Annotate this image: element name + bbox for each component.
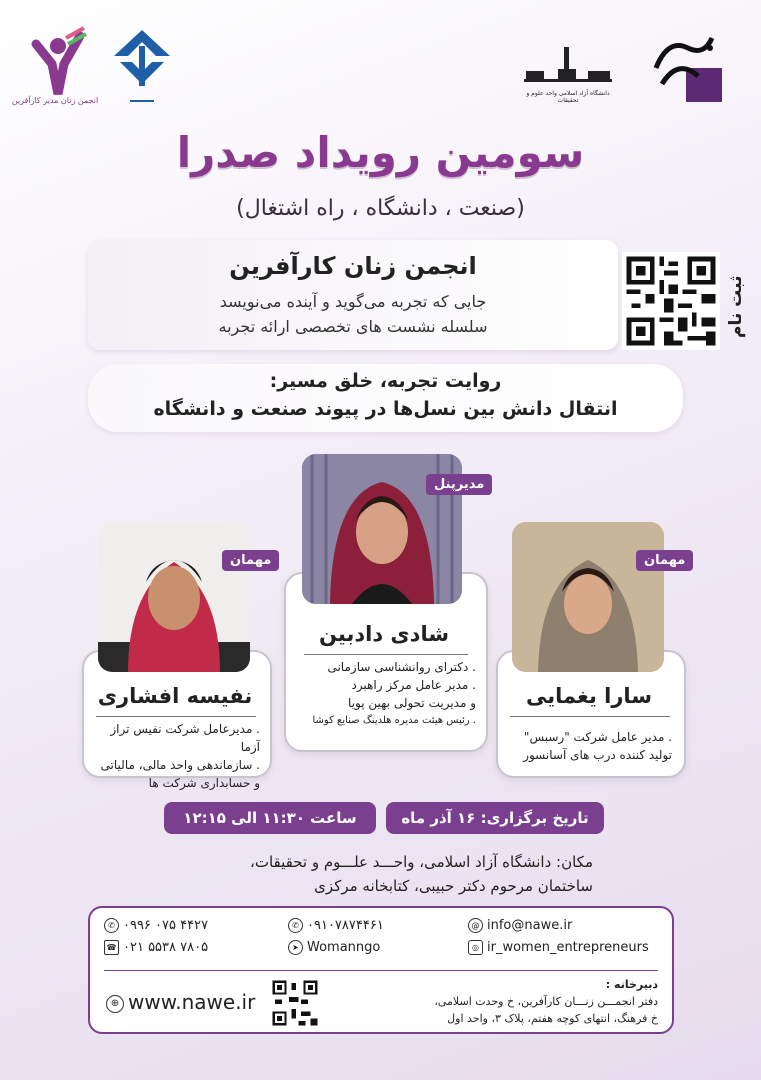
mobile-phone[interactable]: ✆ ۰۹۹۶ ۰۷۵ ۴۴۲۷ (104, 918, 208, 933)
instagram-handle[interactable]: ◎ ir_women_entrepreneurs (468, 940, 649, 955)
name-underline-afshari (96, 716, 256, 717)
role-badge-dadbin: مدیرپنل (426, 474, 492, 495)
speaker-bio-afshari: . مدیرعامل شرکت نفیس تراز آزما . سازماندهی واحد مالی، مالیاتی و حسابداری شرکت ها (100, 722, 260, 790)
event-time-pill: ساعت ۱۱:۳۰ الی ۱۲:۱۵ (164, 802, 376, 834)
contact-divider (104, 970, 658, 971)
website-qr-code[interactable] (270, 978, 320, 1028)
speaker-name-dadbin: شادی دادبین (319, 622, 449, 646)
association-tagline: جایی که تجربه می‌گوید و آینده می‌نویسد (219, 292, 487, 311)
phone-icon: ✆ (104, 918, 119, 933)
location-line-1: مکان: دانشگاه آزاد اسلامی، واحـــد علـــوم و تحقیقات، (250, 853, 593, 871)
registration-label: ثبت نام (726, 275, 746, 339)
role-badge-yaghmaei: مهمان (636, 550, 693, 571)
secretariat-title: دبیرخانه : (605, 978, 658, 991)
women-entrepreneurs-logo (648, 28, 724, 104)
topic-line-1: روایت تجربه، خلق مسیر: (269, 370, 502, 392)
event-location (133, 850, 593, 898)
science-research-branch-text: دانشگاه آزاد اسلامی واحد علوم و تحقیقات (526, 90, 610, 104)
registration-qr-code[interactable] (622, 252, 720, 350)
science-research-branch-logo (522, 38, 614, 92)
association-name: انجمن زنان کارآفرین (229, 252, 477, 280)
association-logo-text: انجمن زنان مدیر کارآفرین (11, 96, 99, 105)
contact-box (88, 906, 674, 1034)
email-address[interactable]: @ info@nawe.ir (468, 918, 572, 933)
event-title: سومین رویداد صدرا (176, 128, 585, 177)
telephone-icon: ☎ (104, 940, 119, 955)
secretariat-address (358, 976, 658, 1027)
speaker-photo-yaghmaei (512, 522, 664, 672)
speaker-name-yaghmaei: سارا یغمایی (526, 684, 652, 708)
whatsapp-number[interactable]: ✆ ۰۹۱۰۷۸۷۴۴۶۱ (288, 918, 384, 933)
speaker-bio-yaghmaei: . مدیر عامل شرکت "رسبس" تولید کننده درب های آسانسور (523, 730, 672, 762)
role-badge-afshari: مهمان (222, 550, 279, 571)
topic-line-2: انتقال دانش بین نسل‌ها در پیوند صنعت و دانشگاه (153, 398, 618, 420)
telegram-icon: ➤ (288, 940, 303, 955)
university-logo (110, 24, 174, 114)
speaker-name-afshari: نفیسه افشاری (97, 684, 253, 708)
instagram-icon: ◎ (468, 940, 483, 955)
association-banner (88, 240, 618, 350)
secretariat-line-2: خ فرهنگ، انتهای کوچه هفتم، پلاک ۳، واحد اول (447, 1012, 658, 1025)
website-link[interactable]: ⊕ www.nawe.ir (106, 990, 255, 1014)
speaker-bio-dadbin: . دکترای روانشناسی سازمانی . مدیر عامل مرکز راهبرد و مدیریت تحولی بهین پویا . رئیس هیئت مدیره هلدینگ صنایع کوشا (312, 660, 476, 726)
session-series-text: سلسله نشست های تخصصی ارائه تجربه (218, 317, 488, 336)
topic-banner (88, 364, 683, 432)
name-underline-yaghmaei (510, 716, 670, 717)
globe-icon: ⊕ (106, 995, 124, 1013)
office-phone[interactable]: ☎ ۰۲۱ ۵۵۳۸ ۷۸۰۵ (104, 940, 208, 955)
speaker-photo-afshari (98, 522, 250, 672)
location-line-2: ساختمان مرحوم دکتر حبیبی، کتابخانه مرکزی (314, 877, 593, 895)
event-date-pill: تاریخ برگزاری: ۱۶ آذر ماه (386, 802, 604, 834)
telegram-handle[interactable]: ➤ Womanngo (288, 940, 380, 955)
name-underline-dadbin (304, 654, 468, 655)
whatsapp-icon: ✆ (288, 918, 303, 933)
email-icon: @ (468, 918, 483, 933)
secretariat-line-1: دفتر انجمـــن زنـــان کارآفرین، خ وحدت اسلامی، (434, 995, 658, 1008)
event-subtitle: (صنعت ، دانشگاه ، راه اشتغال) (236, 196, 525, 221)
